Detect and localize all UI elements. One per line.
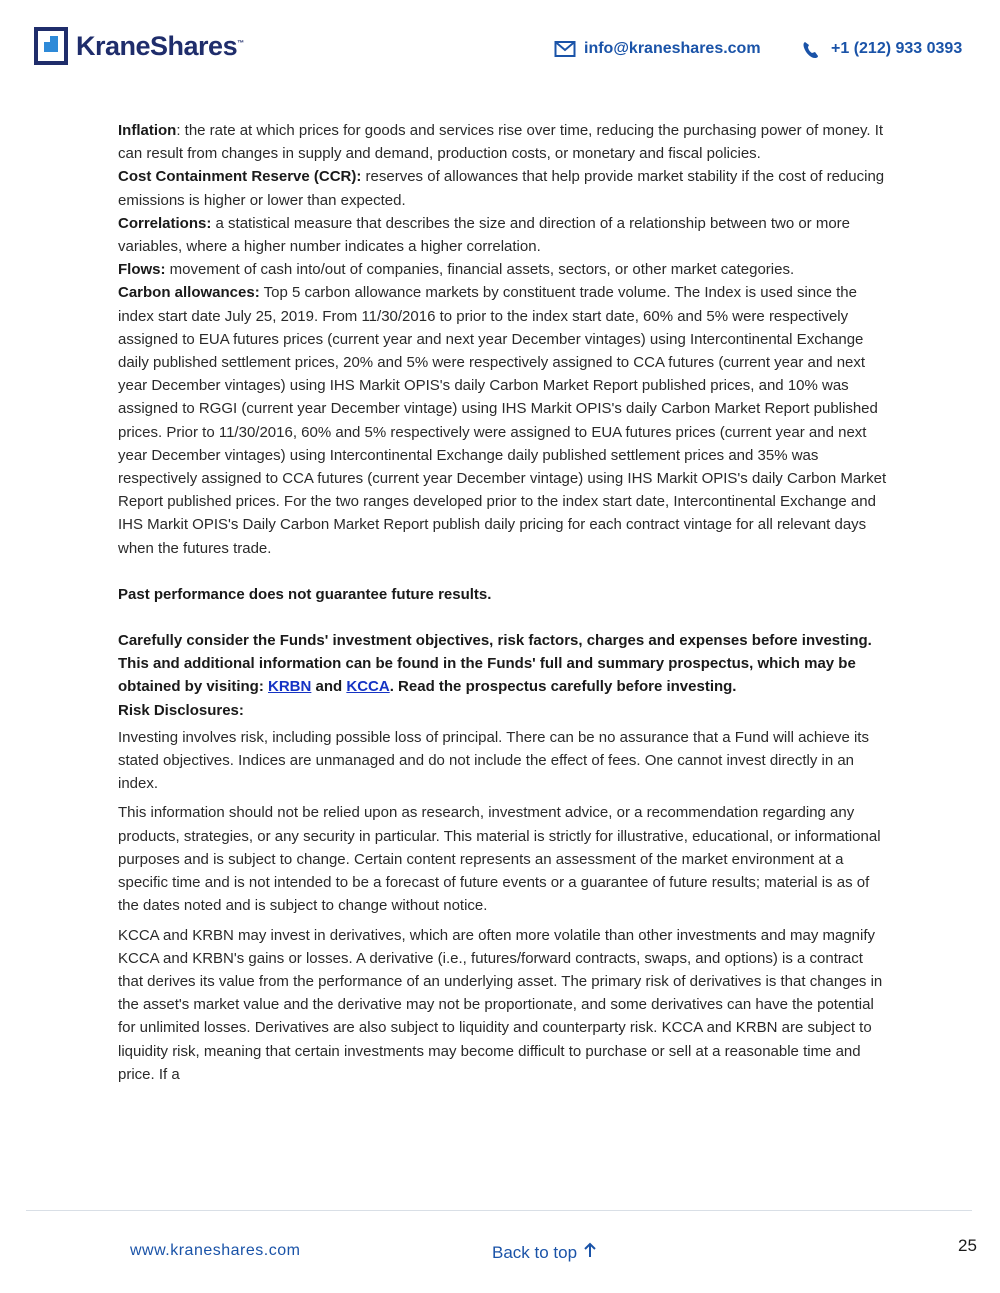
definition-inflation: Inflation: the rate at which prices for goods and services rise over time, reducing the purchasing power of money. It can result from changes in supply and demand, production costs, or monetary and fiscal policies. xyxy=(118,122,884,163)
disclosure-paragraph: Investing involves risk, including possible loss of principal. There can be no assurance that a Fund will achieve its stated objectives. Indices are unmanaged and do not include the effect of fees. One cannot invest directly in an index. xyxy=(118,728,869,793)
logo-mark-icon xyxy=(34,27,68,65)
past-performance-notice: Past performance does not guarantee future results. xyxy=(118,585,492,603)
disclosure-paragraph: KCCA and KRBN may invest in derivatives, which are often more volatile than other investments and may magnify KCCA and KRBN's gains or losses. A derivative (i.e., futures/forward contracts, swaps, and options) is a contract that derives its value from the performance of an underlying asset. The primary risk of derivatives is that changes in the asset's market value and the derivative may not be proportionate, and some derivatives can have the potential for unlimited losses. Derivatives are also subject to liquidity and counterparty risk. KCCA and KRBN are subject to liquidity risk, meaning that certain investments may become difficult to purchase or sell at a reasonable time and price. If a xyxy=(118,926,883,1083)
risk-disclosures-heading: Risk Disclosures: xyxy=(118,701,244,719)
definition-carbon-allowances: Carbon allowances: Top 5 carbon allowance markets by constituent trade volume. The Index is used since the index start date July 25, 2019. From 11/30/2016 to prior to the index start date, 60% and 5% were respectively assigned to EUA futures prices (current year and next year December vintages) using Intercontinental Exchange daily published settlement prices, 20% and 5% were respectively assigned to CCA futures (current year and next year December vintages) using IHS Markit OPIS's daily Carbon Market Report published prices, and 10% was assigned to RGGI (current year December vintage) using IHS Markit OPIS's daily Carbon Market Report published prices. Prior to 11/30/2016, 60% and 5% respectively were assigned to EUA futures prices (current year and next year December vintages) using Intercontinental Exchange daily published settlement prices and 35% was respectively assigned to CCA futures (current year December vintage) using IHS Markit OPIS's daily Carbon Market Report published prices. For the two ranges developed prior to the index start date, Intercontinental Exchange and IHS Markit OPIS's Daily Carbon Market Report publish daily pricing for each contract vintage for all relevant days when the futures trade. xyxy=(118,284,887,557)
prospectus-notice: Carefully consider the Funds' investment objectives, risk factors, charges and expenses before investing. This and additional information can be found in the Funds' full and summary prospectus, which may be obtained by visiting: KRBN and KCCA. Read the prospectus carefully before investing. xyxy=(118,632,872,696)
phone-contact[interactable] xyxy=(801,40,962,58)
envelope-icon xyxy=(554,40,576,58)
krbn-link[interactable]: KRBN xyxy=(268,678,312,696)
email-link[interactable]: info@kraneshares.com xyxy=(584,40,761,57)
logo-text: KraneShares™ xyxy=(76,30,244,61)
definition-ccr: Cost Containment Reserve (CCR): reserves of allowances that help provide market stability if the cost of reducing emissions is higher or lower than expected. xyxy=(118,168,885,209)
definition-correlations: Correlations: a statistical measure that describes the size and direction of a relationship between two or more variables, where a higher number indicates a higher correlation. xyxy=(118,214,851,256)
kraneshares-logo[interactable] xyxy=(34,27,244,65)
back-to-top-label: Back to top xyxy=(492,1242,578,1262)
email-contact[interactable] xyxy=(554,40,761,58)
document-body xyxy=(118,119,888,1086)
back-to-top-link[interactable] xyxy=(492,1242,597,1263)
phone-icon xyxy=(801,40,823,58)
page-header xyxy=(0,0,1000,90)
page-number: 25 xyxy=(958,1236,977,1255)
arrow-up-icon xyxy=(583,1242,597,1263)
footer-divider xyxy=(26,1210,972,1211)
footer-website-link[interactable]: www.kraneshares.com xyxy=(130,1242,301,1259)
kcca-link[interactable]: KCCA xyxy=(346,678,390,696)
disclosure-paragraph: This information should not be relied upon as research, investment advice, or a recommendation regarding any products, strategies, or any security in particular. This material is strictly for illustrative, educational, or informational purposes and is subject to change. Certain content represents an assessment of the market environment at a specific time and is not intended to be a forecast of future events or a guarantee of future results; material is as of the dates noted and is subject to change without notice. xyxy=(118,804,881,915)
definition-flows: Flows: movement of cash into/out of companies, financial assets, sectors, or other market categories. xyxy=(118,261,795,279)
phone-number[interactable]: +1 (212) 933 0393 xyxy=(831,40,963,57)
